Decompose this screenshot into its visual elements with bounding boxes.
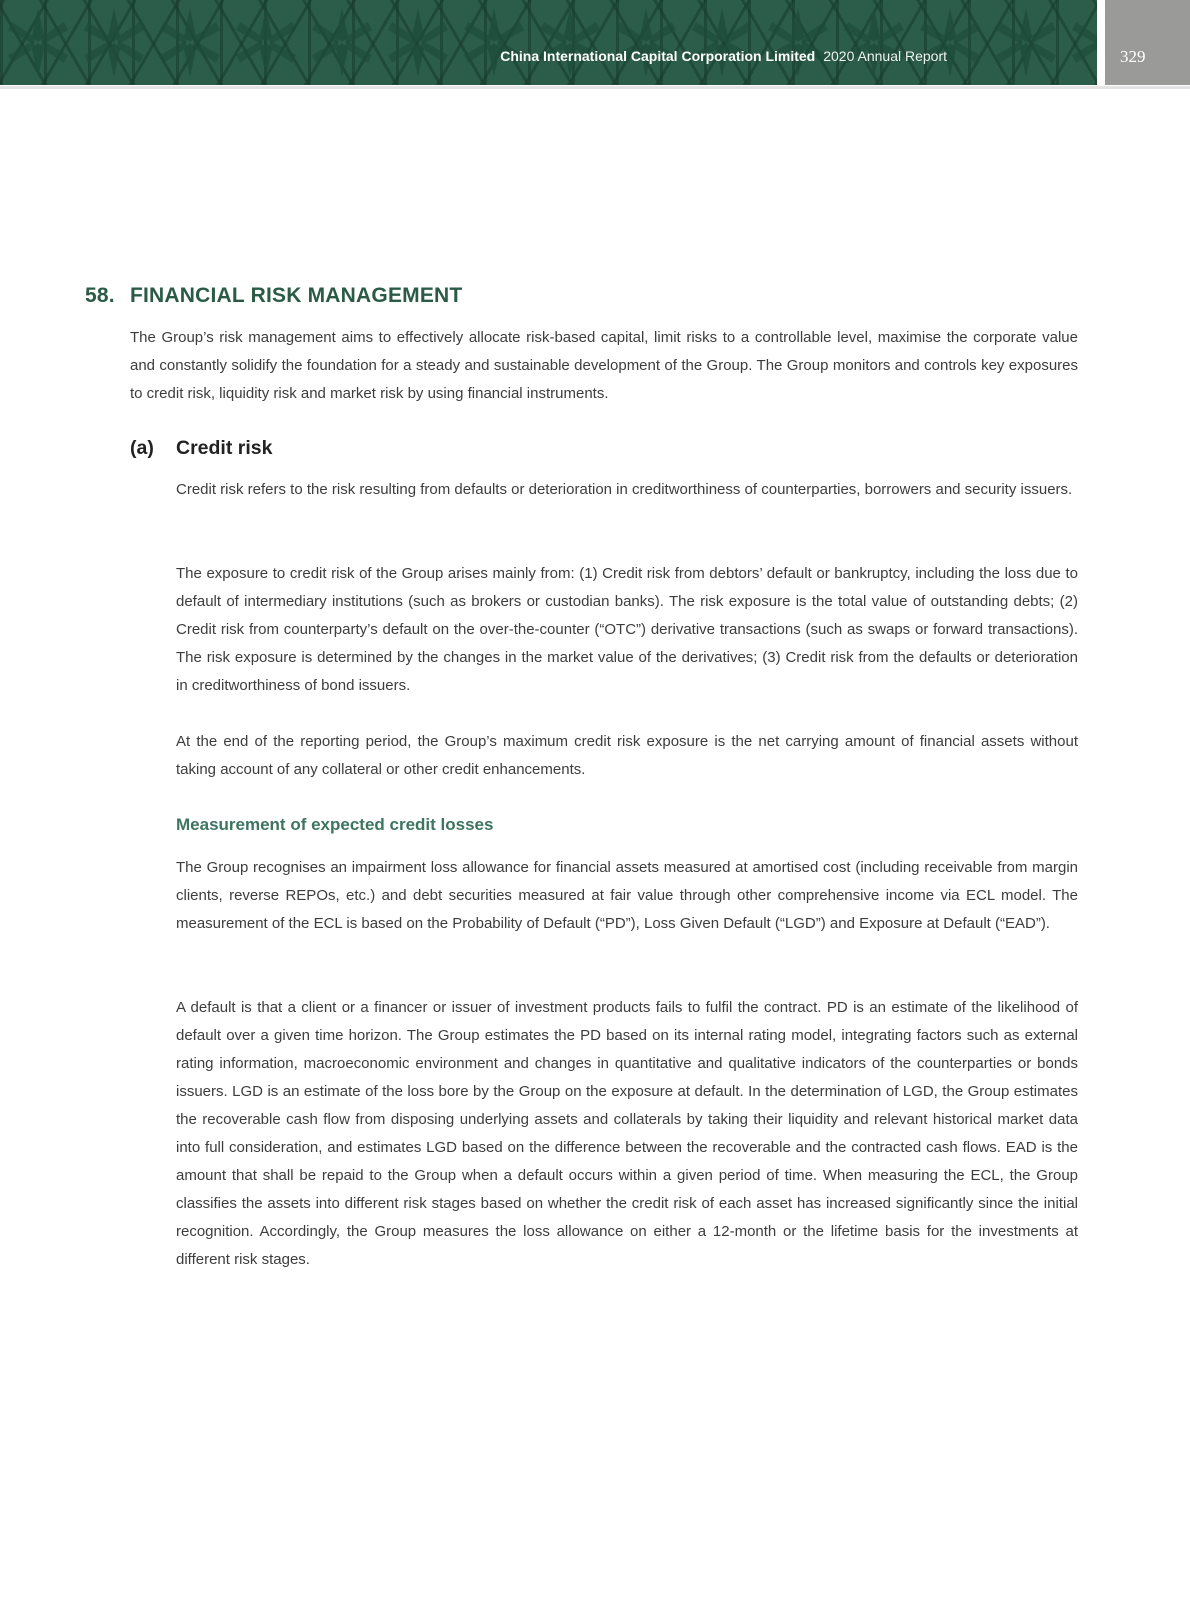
subsection-heading xyxy=(130,437,272,460)
header-divider xyxy=(0,86,1190,89)
page-number: 329 xyxy=(1120,47,1146,66)
star-pattern-icon xyxy=(0,0,1097,85)
section-title: FINANCIAL RISK MANAGEMENT xyxy=(130,284,463,307)
section-number: 58. xyxy=(85,284,115,307)
credit-risk-definition-paragraph: Credit risk refers to the risk resulting from defaults or deterioration in creditworthiness of counterparties, borrowers and security issuers. xyxy=(176,481,1073,498)
subsection-letter: (a) xyxy=(130,437,154,459)
header-title xyxy=(500,48,947,64)
report-name: 2020 Annual Report xyxy=(823,48,947,64)
section-heading xyxy=(85,284,462,308)
header-pattern-band xyxy=(0,0,1097,85)
page-number-box xyxy=(1105,0,1190,85)
page-header xyxy=(0,0,1190,90)
subsection-title: Credit risk xyxy=(176,437,273,459)
credit-risk-exposure-paragraph: The exposure to credit risk of the Group arises mainly from: (1) Credit risk from debtors’ default or bankruptcy, including the loss due to default of intermediary institutions (such as brokers or custodian banks). The risk exposure is the total value of outstanding debts; (2) Credit risk from counterparty’s default on the over-the-counter (“OTC”) derivative transactions (such as swaps or forward transactions). The risk exposure is determined by the changes in the market value of the derivatives; (3) Credit risk from the defaults or deterioration in creditworthiness of bond issuers. xyxy=(176,565,1078,694)
ecl-heading: Measurement of expected credit losses xyxy=(176,815,494,834)
ecl-paragraph-2: A default is that a client or a financer or issuer of investment products fails to fulfil the contract. PD is an estimate of the likelihood of default over a given time horizon. The Group estimates the PD based on its internal rating model, integrating factors such as external rating information, macroeconomic environment and changes in quantitative and qualitative indicators of the counterparties or bonds issuers. LGD is an estimate of the loss bore by the Group on the exposure at default. In the determination of LGD, the Group estimates the recoverable cash flow from disposing underlying assets and collaterals by taking their liquidity and relevant historical market data into full consideration, and estimates LGD based on the difference between the recoverable and the contracted cash flows. EAD is the amount that shall be repaid to the Group when a default occurs within a given period of time. When measuring the ECL, the Group classifies the assets into different risk stages based on whether the credit risk of each asset has increased significantly since the initial recognition. Accordingly, the Group measures the loss allowance on either a 12-month or the lifetime basis for the investments at different risk stages. xyxy=(176,999,1078,1268)
section-intro-paragraph: The Group’s risk management aims to effectively allocate risk-based capital, limit risks to a controllable level, maximise the corporate value and constantly solidify the foundation for a steady and sustainable development of the Group. The Group monitors and controls key exposures to credit risk, liquidity risk and market risk by using financial instruments. xyxy=(130,329,1078,402)
max-exposure-paragraph: At the end of the reporting period, the Group’s maximum credit risk exposure is the net carrying amount of financial assets without taking account of any collateral or other credit enhancements. xyxy=(176,733,1078,778)
ecl-paragraph-1: The Group recognises an impairment loss allowance for financial assets measured at amortised cost (including receivable from margin clients, reverse REPOs, etc.) and debt securities measured at fair value through other comprehensive income via ECL model. The measurement of the ECL is based on the Probability of Default (“PD”), Loss Given Default (“LGD”) and Exposure at Default (“EAD”). xyxy=(176,859,1078,932)
company-name: China International Capital Corporation Limited xyxy=(500,48,816,64)
